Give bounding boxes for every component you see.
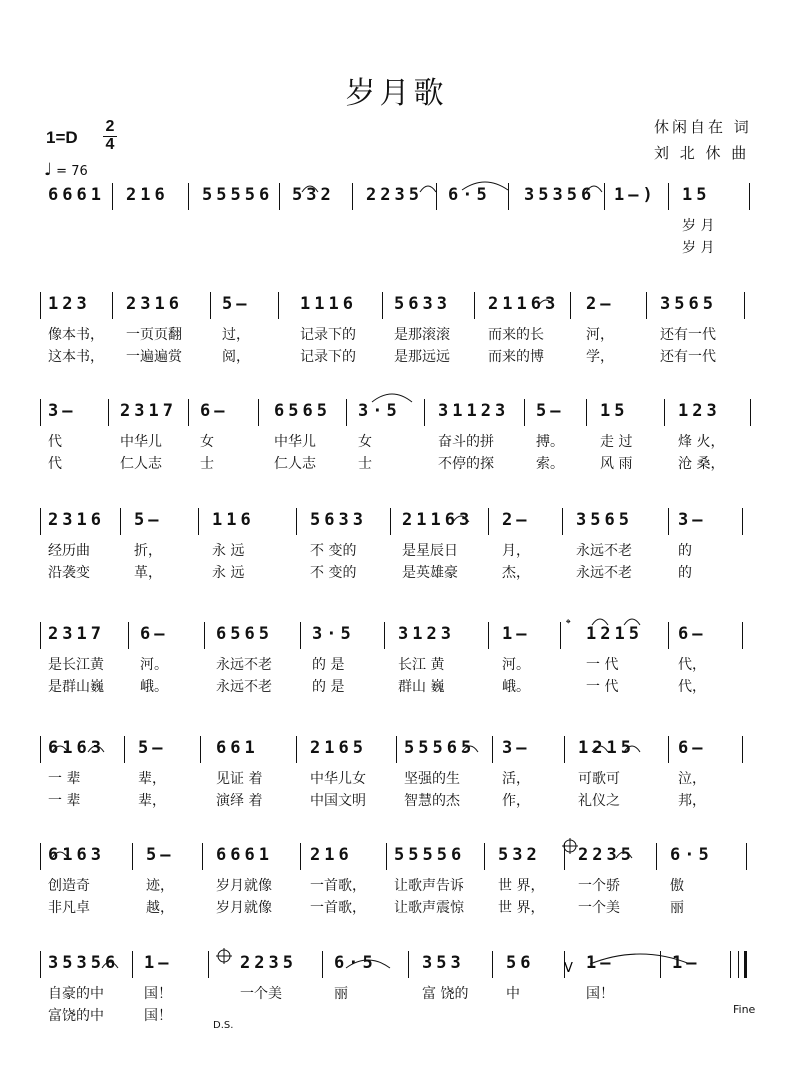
lyric-verse-2: 一 辈 [48,793,81,809]
note-group: 3123 [398,624,455,644]
note-group: 3565 [660,294,717,314]
slur-arc [372,394,412,402]
lyric-verse-2: 国！ [144,1008,172,1024]
lyric-verse-2: 峨。 [140,679,168,695]
note-group: 532 [498,845,541,865]
note-group: 55565 [404,738,476,758]
lyric-verse-1: 迹， [146,878,174,894]
lyric-verse-1: 辈， [138,771,166,787]
breath-mark-icon [564,961,573,976]
lyric-verse-1: 烽 火， [678,434,725,450]
svg-text:𝄌: 𝄌 [566,617,571,632]
note-group: 6·5 [334,953,377,973]
note-group: 6·5 [670,845,713,865]
note-group: 5– [138,738,167,758]
lyric-verse-2: 杰， [502,565,530,581]
lyric-verse-2: 代 [48,456,62,472]
lyric-verse-2: 索。 [536,456,564,472]
note-group: 216 [310,845,353,865]
lyric-verse-1: 代， [678,657,706,673]
lyric-verse-2: 这本书， [48,349,104,365]
note-group: 1215 [578,738,635,758]
lyric-verse-2: 一个美 [578,900,620,916]
note-group: 1– [586,953,615,973]
lyric-verse-2: 群山 巍 [398,679,445,695]
slur-arc [592,619,608,625]
lyric-verse-1: 经历曲 [48,543,90,559]
note-group: 661 [216,738,259,758]
lyric-verse-1: 女 [358,434,372,450]
slur-arc [52,746,68,752]
lyric-verse-1: 坚强的生 [404,771,460,787]
lyric-verse-1: 像本书， [48,327,104,343]
lyric-verse-2: 智慧的杰 [404,793,460,809]
lyric-verse-1: 永远不老 [576,543,632,559]
note-group: 123 [48,294,91,314]
lyric-verse-1: 一首歌， [310,878,366,894]
note-group: 55556 [202,185,274,205]
composer-credit: 刘 北 休 曲 [654,144,750,162]
lyric-verse-2: 记录下的 [300,349,356,365]
lyric-verse-1: 折， [134,543,162,559]
note-group: 5633 [310,510,367,530]
segno-icon [566,617,571,632]
note-group: 35356 [524,185,596,205]
slur-arc [590,954,690,964]
note-group: 5– [134,510,163,530]
lyric-verse-1: 一 辈 [48,771,81,787]
note-group: 2317 [48,624,105,644]
slur-arc [88,746,104,752]
lyric-verse-1: 创造奇 [48,878,90,894]
lyric-verse-1: 记录下的 [300,327,356,343]
lyric-verse-2: 一首歌， [310,900,366,916]
lyric-verse-1: 奋斗的拼 [438,434,494,450]
slur-arc [52,852,68,858]
lyric-verse-2: 永远不老 [576,565,632,581]
lyric-verse-1: 是星辰日 [402,543,458,559]
note-group: 21163 [488,294,560,314]
note-group: 5– [222,294,251,314]
note-group: 3·5 [312,624,355,644]
note-group: 1– [672,953,701,973]
note-group: 3– [678,510,707,530]
note-group: 3·5 [358,401,401,421]
lyric-verse-1: 中华儿 [274,434,316,450]
lyric-verse-1: 还有一代 [660,327,716,343]
coda-icon [562,838,578,854]
note-group: 6565 [216,624,273,644]
lyric-verse-2: 邦， [678,793,706,809]
lyric-verse-2: 礼仪之 [578,793,620,809]
lyric-verse-2: 沧 桑， [678,456,725,472]
fine-marking: Fine [733,1003,756,1016]
lyric-verse-1: 岁月就像 [216,878,272,894]
lyric-verse-1: 让歌声告诉 [394,878,464,894]
svg-text:V: V [564,961,573,976]
lyric-verse-1: 搏。 [536,434,564,450]
note-group: 3– [48,401,77,421]
lyric-verse-1: 泣， [678,771,706,787]
note-group: 6– [678,624,707,644]
coda-icon [216,948,232,964]
lyric-verse-2: 不 变的 [310,565,357,581]
lyric-verse-2: 是群山巍 [48,679,104,695]
lyric-verse-2: 一 代 [586,679,619,695]
lyric-verse-2: 的 [678,565,692,581]
note-group: 6661 [216,845,273,865]
lyric-verse-1: 永远不老 [216,657,272,673]
note-group: 6·5 [448,185,491,205]
slur-arc [586,186,602,192]
tempo-value: = 76 [56,164,88,179]
lyric-verse-2: 仁人志 [120,456,162,472]
lyric-verse-2: 世 界， [498,900,545,916]
lyric-verse-2: 是那远远 [394,349,450,365]
lyric-verse-2: 士 [200,456,214,472]
note-group: 15 [600,401,629,421]
lyric-verse-1: 一个骄 [578,878,620,894]
note-group: 1–) [614,185,657,205]
note-group: 1– [502,624,531,644]
slur-arc [302,186,318,192]
lyric-verse-2: 还有一代 [660,349,716,365]
note-group: 35356 [48,953,120,973]
lyric-verse-2: 士 [358,456,372,472]
note-group: 6– [678,738,707,758]
slur-arc [346,960,390,968]
lyric-verse-2: 沿袭变 [48,565,90,581]
lyric-verse-2: 非凡卓 [48,900,90,916]
note-group: 2– [502,510,531,530]
note-group: 123 [678,401,721,421]
lyric-verse-1: 国！ [144,986,172,1002]
slur-arc [462,182,508,190]
slur-arc [624,619,640,625]
slur-arc [102,962,118,968]
lyric-verse-1: 代 [48,434,62,450]
lyric-verse-2: 富饶的中 [48,1008,104,1024]
lyric-verse-1: 女 [200,434,214,450]
lyric-verse-2: 风 雨 [600,456,633,472]
lyric-verse-1: 河， [586,327,614,343]
lyric-verse-1: 一 代 [586,657,619,673]
note-group: 3565 [576,510,633,530]
time-signature-bottom: 4 [105,136,115,153]
slur-arc [462,746,478,752]
slur-arc [420,186,436,192]
lyric-verse-1: 过， [222,327,250,343]
lyric-verse-2: 的 是 [312,679,345,695]
lyric-verse-1: 富 饶的 [422,986,469,1002]
note-group: 56 [506,953,535,973]
lyric-verse-1: 而来的长 [488,327,544,343]
lyric-verse-2: 阅， [222,349,250,365]
lyric-verse-1: 的 [678,543,692,559]
note-group: 2165 [310,738,367,758]
lyric-verse-2: 永 远 [212,565,245,581]
lyric-verse-1: 一页页翻 [126,327,182,343]
lyric-verse-2: 演绎 着 [216,793,263,809]
lyric-verse-1: 河。 [502,657,530,673]
lyric-verse-2: 革， [134,565,162,581]
lyric-verse-1: 是长江黄 [48,657,104,673]
slur-arc [592,746,608,752]
slur-arc [538,300,554,306]
note-group: 216 [126,185,169,205]
lyric-verse-1: 走 过 [600,434,633,450]
lyricist-credit: 休闲自在 词 [654,118,752,136]
lyric-verse-1: 不 变的 [310,543,357,559]
lyric-verse-2: 作， [502,793,530,809]
ds-marking: D.S. [213,1020,234,1031]
lyric-verse-1: 世 界， [498,878,545,894]
note-group: 6163 [48,845,105,865]
lyric-verse-1: 月， [502,543,530,559]
time-signature-top: 2 [105,118,115,135]
lyric-verse-1: 一个美 [240,986,282,1002]
note-group: 6163 [48,738,105,758]
note-group: 1116 [300,294,357,314]
lyric-verse-2: 岁 月 [682,240,715,256]
slur-arc [616,852,632,858]
lyric-verse-1: 河。 [140,657,168,673]
lyric-verse-2: 辈， [138,793,166,809]
key-signature: 1=D [46,128,78,147]
lyric-verse-2: 而来的博 [488,349,544,365]
lyric-verse-1: 中 [506,986,520,1002]
lyric-verse-2: 仁人志 [274,456,316,472]
note-group: 353 [422,953,465,973]
note-group: 1– [144,953,173,973]
note-group: 6– [200,401,229,421]
lyric-verse-1: 中华儿 [120,434,162,450]
note-group: 5633 [394,294,451,314]
note-group: 21163 [402,510,474,530]
lyric-verse-1: 丽 [334,986,348,1002]
lyric-verse-2: 峨。 [502,679,530,695]
note-group: 116 [212,510,255,530]
note-group: 55556 [394,845,466,865]
note-group: 2– [586,294,615,314]
note-group: 2316 [48,510,105,530]
lyric-verse-2: 代， [678,679,706,695]
note-group: 2235 [578,845,635,865]
slur-arc [624,746,640,752]
lyric-verse-1: 长江 黄 [398,657,445,673]
note-group: 15 [682,185,711,205]
lyric-verse-1: 永 远 [212,543,245,559]
note-group: 31123 [438,401,510,421]
note-group: 2235 [366,185,423,205]
note-group: 2316 [126,294,183,314]
note-group: 2235 [240,953,297,973]
quarter-note-icon: ♩ [44,160,53,180]
note-group: 6– [140,624,169,644]
note-group: 532 [292,185,335,205]
lyric-verse-1: 岁 月 [682,218,715,234]
lyric-verse-2: 越， [146,900,174,916]
lyric-verse-1: 自豪的中 [48,986,104,1002]
lyric-verse-1: 傲 [670,878,684,894]
song-title: 岁月歌 [345,76,448,111]
note-group: 2317 [120,401,177,421]
lyric-verse-2: 不停的探 [438,456,494,472]
lyric-verse-2: 一遍遍赏 [126,349,182,365]
lyric-verse-2: 让歌声震惊 [394,900,464,916]
lyric-verse-2: 是英雄豪 [402,565,458,581]
lyric-verse-1: 国！ [586,986,614,1002]
lyric-verse-2: 岁月就像 [216,900,272,916]
note-group: 1215 [586,624,643,644]
note-group: 5– [146,845,175,865]
note-group: 6661 [48,185,105,205]
slur-arc [453,516,469,522]
lyric-verse-1: 活， [502,771,530,787]
lyric-verse-1: 的 是 [312,657,345,673]
lyric-verse-2: 永远不老 [216,679,272,695]
note-group: 3– [502,738,531,758]
note-group: 6565 [274,401,331,421]
note-group: 5– [536,401,565,421]
lyric-verse-1: 中华儿女 [310,771,366,787]
lyric-verse-2: 丽 [670,900,684,916]
lyric-verse-2: 中国文明 [310,793,366,809]
lyric-verse-1: 可歌可 [578,771,620,787]
lyric-verse-1: 见证 着 [216,771,263,787]
lyric-verse-1: 是那滚滚 [394,327,450,343]
lyric-verse-2: 学， [586,349,614,365]
